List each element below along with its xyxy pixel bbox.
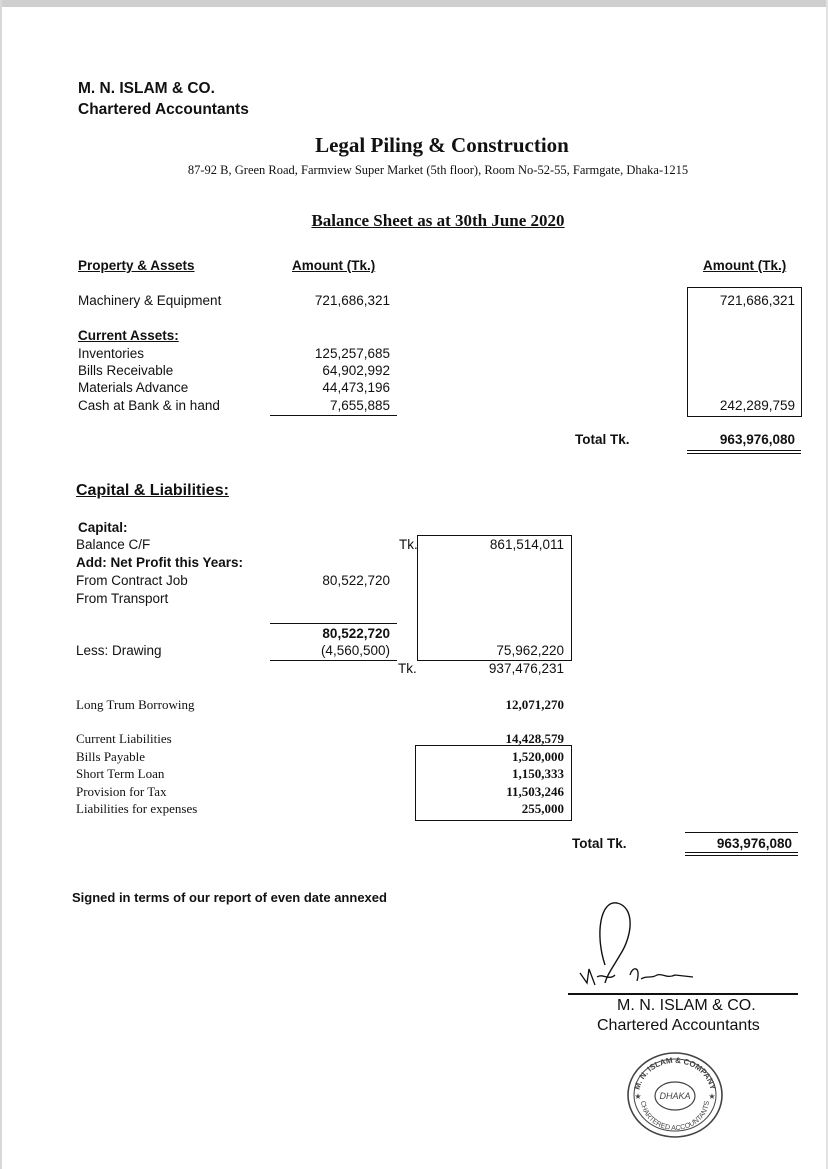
drawing-net-amount: 75,962,220 xyxy=(496,643,564,658)
current-asset-label: Cash at Bank & in hand xyxy=(78,398,220,413)
current-asset-label: Bills Receivable xyxy=(78,363,174,378)
signature-subtitle: Chartered Accountants xyxy=(597,1017,760,1034)
total-top-rule xyxy=(685,832,798,833)
liability-amount: 11,503,246 xyxy=(506,784,564,799)
capital-tk-label: Tk. xyxy=(398,661,417,676)
liabilities-total: 963,976,080 xyxy=(716,836,792,851)
liability-label: Provision for Tax xyxy=(76,784,167,799)
scan-top-edge xyxy=(0,0,828,7)
firm-name: M. N. ISLAM & CO. xyxy=(78,80,215,97)
profit-rule xyxy=(270,623,397,624)
long-term-label: Long Trum Borrowing xyxy=(76,697,195,712)
company-name: Legal Piling & Construction xyxy=(315,133,569,157)
statement-title: Balance Sheet as at 30th June 2020 xyxy=(311,211,565,230)
liability-label: Short Term Loan xyxy=(76,766,165,781)
machinery-amount: 721,686,321 xyxy=(314,293,390,308)
current-asset-amount: 7,655,885 xyxy=(329,398,390,413)
machinery-label: Machinery & Equipment xyxy=(78,293,222,308)
net-profit-heading: Add: Net Profit this Years: xyxy=(76,555,244,570)
assets-total-label: Total Tk. xyxy=(575,432,630,447)
liability-amount: 255,000 xyxy=(521,801,564,816)
current-asset-amount: 64,902,992 xyxy=(322,363,390,378)
contract-job-amount: 80,522,720 xyxy=(322,573,390,588)
transport-label: From Transport xyxy=(76,591,169,606)
balance-cf-label: Balance C/F xyxy=(76,537,151,552)
liability-label: Bills Payable xyxy=(76,749,145,764)
current-asset-amount: 125,257,685 xyxy=(314,346,390,361)
firm-subtitle: Chartered Accountants xyxy=(78,101,249,118)
drawing-rule xyxy=(270,660,397,661)
signature-firm: M. N. ISLAM & CO. xyxy=(617,997,756,1014)
machinery-total: 721,686,321 xyxy=(719,293,795,308)
amount-header-right: Amount (Tk.) xyxy=(703,258,787,273)
liability-amount: 1,520,000 xyxy=(512,749,564,764)
current-assets-heading: Current Assets: xyxy=(78,328,179,343)
current-liabilities-amount: 14,428,579 xyxy=(505,731,564,746)
subtotal-rule xyxy=(270,415,397,416)
company-address: 87-92 B, Green Road, Farmview Super Market (5th floor), Room No-52-55, Farmgate, Dhaka-1215 xyxy=(187,163,689,177)
drawing-label: Less: Drawing xyxy=(76,643,162,658)
svg-text:CHARTERED ACCOUNTANTS: CHARTERED ACCOUNTANTS xyxy=(638,1100,712,1133)
amount-header: Amount (Tk.) xyxy=(292,258,376,273)
contract-job-label: From Contract Job xyxy=(76,573,188,588)
svg-text:★: ★ xyxy=(634,1092,642,1101)
current-liabilities-label: Current Liabilities xyxy=(76,731,172,746)
company-seal-stamp xyxy=(625,1050,725,1140)
liability-label: Liabilities for expenses xyxy=(76,801,198,816)
long-term-amount: 12,071,270 xyxy=(505,697,564,712)
balance-tk-label: Tk. xyxy=(399,537,418,552)
svg-text:M. N. ISLAM & COMPANY: M. N. ISLAM & COMPANY xyxy=(632,1055,718,1091)
assets-total: 963,976,080 xyxy=(719,432,795,447)
signature-graphic xyxy=(575,895,705,995)
current-asset-label: Materials Advance xyxy=(78,380,189,395)
liability-amount: 1,150,333 xyxy=(512,766,564,781)
profit-subtotal: 80,522,720 xyxy=(322,626,390,641)
double-underline xyxy=(685,852,798,856)
balance-cf-amount: 861,514,011 xyxy=(489,537,564,552)
drawing-amount: (4,560,500) xyxy=(320,643,390,658)
current-asset-label: Inventories xyxy=(78,346,145,361)
current-asset-amount: 44,473,196 xyxy=(322,380,390,395)
double-underline xyxy=(687,450,801,454)
capital-total: 937,476,231 xyxy=(488,661,564,676)
current-assets-total: 242,289,759 xyxy=(719,398,795,413)
assets-heading: Property & Assets xyxy=(78,258,195,273)
signed-note: Signed in terms of our report of even date annexed xyxy=(72,890,387,905)
svg-text:DHAKA: DHAKA xyxy=(659,1091,691,1101)
signature-line xyxy=(568,993,798,995)
capital-heading: Capital: xyxy=(78,520,128,535)
liabilities-heading: Capital & Liabilities: xyxy=(76,482,229,499)
liabilities-total-label: Total Tk. xyxy=(572,836,627,851)
svg-text:★: ★ xyxy=(708,1092,716,1101)
